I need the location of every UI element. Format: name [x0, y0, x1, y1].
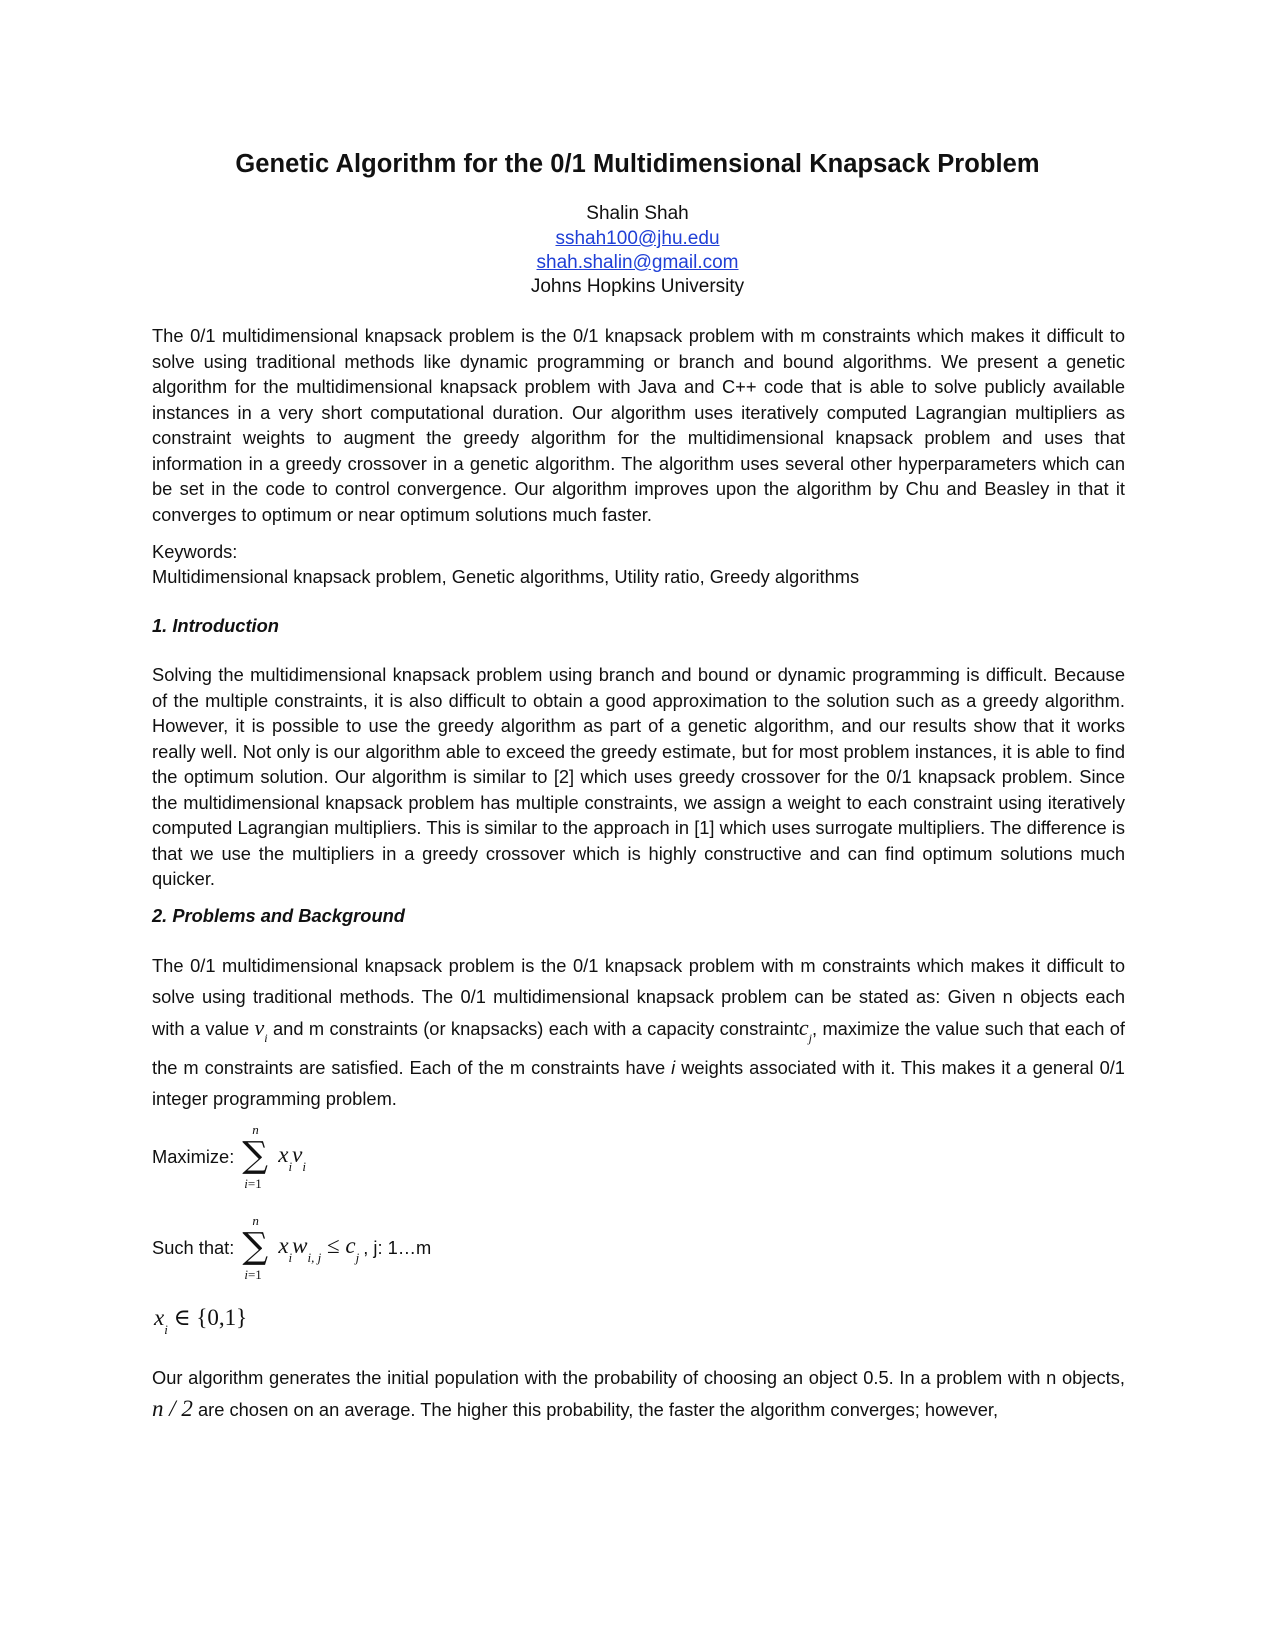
summation-symbol: n ∑ i=1	[242, 1213, 269, 1282]
background-text-part-4: weights associated with it. This makes it a general 0/1 integer programming problem.	[152, 1057, 1125, 1110]
keywords-list: Multidimensional knapsack problem, Genetic algorithms, Utility ratio, Greedy algorithms	[152, 566, 860, 587]
objective-equation	[152, 1122, 306, 1191]
math-n-over-2: n / 2	[152, 1396, 193, 1421]
maximize-label: Maximize:	[152, 1146, 235, 1167]
section-heading-background: 2. Problems and Background	[152, 905, 405, 926]
initial-population-paragraph	[152, 1362, 1125, 1425]
background-text-part-2: and m constraints (or knapsacks) each with a capacity constraint	[272, 1018, 799, 1039]
keywords-label: Keywords:	[152, 541, 238, 562]
email-link-gmail[interactable]: shah.shalin@gmail.com	[536, 252, 739, 273]
paper-title: Genetic Algorithm for the 0/1 Multidimensional Knapsack Problem	[235, 150, 1040, 178]
such-that-label: Such that:	[152, 1237, 235, 1258]
constraint-range: , j: 1…m	[363, 1237, 432, 1258]
math-v-i: $v_i$	[254, 1015, 268, 1046]
background-text-part-3: , maximize the value such that each of the m constraints are satisfied. Each of the m constraints have	[152, 1018, 1125, 1079]
section-heading-introduction: 1. Introduction	[152, 615, 279, 636]
constraint-expression: $x_iw_{i, j} \le c_j$	[278, 1233, 360, 1265]
population-text-part-2: are chosen on an average. The higher this probability, the faster the algorithm converges; however,	[197, 1399, 999, 1420]
math-i-inline: i	[671, 1057, 676, 1079]
math-c-j: $c_j$	[798, 1015, 812, 1046]
objective-expression: $x_iv_i$	[278, 1142, 306, 1174]
abstract-paragraph: The 0/1 multidimensional knapsack problem is the 0/1 knapsack problem with m constraints which makes it difficult to solve using traditional methods like dynamic programming or branch and bound algorithms. We present a genetic algorithm for the multidimensional knapsack problem with Java and C++ code that is able to solve publicly available instances in a very short computational duration. Our algorithm uses iteratively computed Lagrangian multipliers as constraint weights to augment the greedy algorithm for the multidimensional knapsack problem and uses that information in a greedy crossover in a genetic algorithm. The algorithm uses several other hyperparameters which can be set in the code to control convergence. Our algorithm improves upon the algorithm by Chu and Beasley in that it converges to optimum or near optimum solutions much faster.	[152, 325, 1125, 525]
summation-symbol: n ∑ i=1	[242, 1122, 268, 1191]
background-paragraph	[152, 950, 1125, 1114]
affiliation: Johns Hopkins University	[530, 276, 745, 297]
constraint-equation	[152, 1213, 432, 1282]
author-name: Shalin Shah	[586, 203, 689, 224]
binary-domain-equation: $x_i$ ∈ {0,1}	[154, 1305, 248, 1337]
population-text-part-1: Our algorithm generates the initial population with the probability of choosing an object 0.5. In a problem with n objects,	[152, 1367, 1125, 1388]
background-text-part-1: The 0/1 multidimensional knapsack problem is the 0/1 knapsack problem with m constraints which makes it difficult to solve using traditional methods. The 0/1 multidimensional knapsack problem can be stated as: Given n objects each with a value	[152, 955, 1125, 1039]
email-link-jhu[interactable]: sshah100@jhu.edu	[555, 228, 720, 249]
introduction-paragraph: Solving the multidimensional knapsack problem using branch and bound or dynamic programming is difficult. Because of the multiple constraints, it is also difficult to obtain a good approximation to the solution such as a greedy algorithm. However, it is possible to use the greedy algorithm as part of a genetic algorithm, and our results show that it works really well. Not only is our algorithm able to exceed the greedy estimate, but for most problem instances, it is able to find the optimum solution. Our algorithm is similar to [2] which uses greedy crossover for the 0/1 knapsack problem. Since the multidimensional knapsack problem has multiple constraints, we assign a weight to each constraint using iteratively computed Lagrangian multipliers. This is similar to the approach in [1] which uses surrogate multipliers. The difference is that we use the multipliers in a greedy crossover which is highly constructive and can find optimum solutions much quicker.	[152, 664, 1125, 889]
